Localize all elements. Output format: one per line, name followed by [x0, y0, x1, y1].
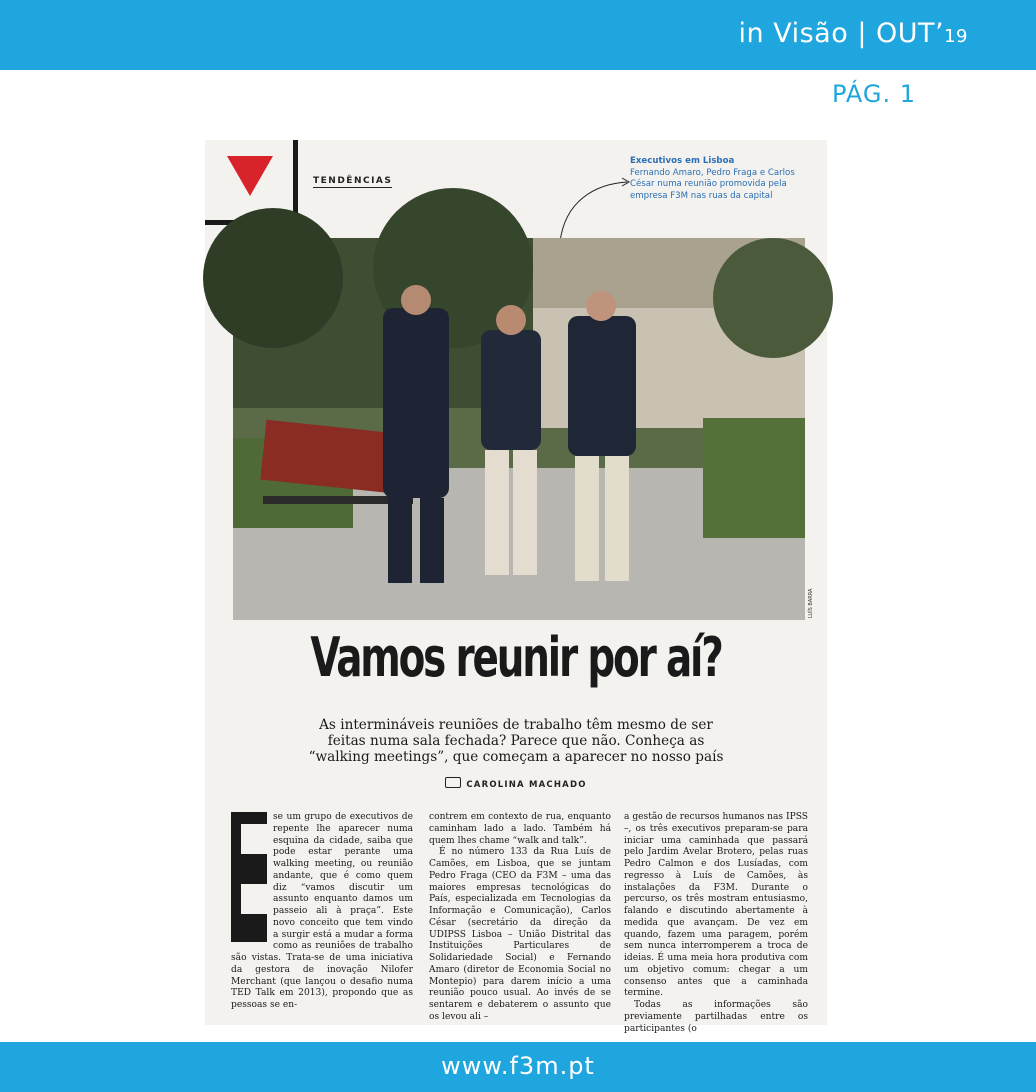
header-bar — [0, 0, 1036, 70]
caption-body: Fernando Amaro, Pedro Fraga e Carlos César numa reunião promovida pela empresa F3M nas ruas da capital — [630, 167, 795, 201]
publication-title — [739, 18, 968, 49]
col3-paragraph-1: a gestão de recursos humanos nas IPSS –, os três executivos preparam-se para iniciar uma caminhada que passará pelo Jardim Avelar Brotero, pelas ruas Pedro Calmon e dos Lusíadas, com regresso à Luís de Camões, às instalações da F3M. Durante o percurso, os três mostram entusiasmo, falando e discutindo abertamente à medida que avançam. De vez em quando, fazem uma paragem, porém sem nunca interromperem a troca de ideias. É uma meia hora produtiva com um objetivo comum: chegar a um consenso antes que a caminhada termine. — [624, 812, 808, 999]
lede: As intermináveis reuniões de trabalho têm mesmo de ser feitas numa sala fechada? Parece que não. Conheça as “walking meetings”, que começam a aparecer no nosso país — [308, 717, 724, 765]
footer-bar — [0, 1042, 1036, 1092]
author-name: CAROLINA MACHADO — [466, 780, 587, 790]
photo-credit: LUÍS BARRA — [808, 588, 814, 618]
body-column-3 — [624, 812, 808, 1035]
col3-paragraph-2: Todas as informações são previamente partilhadas entre os participantes (o — [624, 1000, 808, 1034]
red-triangle-icon — [227, 156, 273, 196]
footer-url[interactable]: www.f3m.pt — [441, 1052, 595, 1080]
drop-cap — [231, 812, 267, 942]
section-label: TENDÊNCIAS — [313, 176, 393, 186]
page-number: PÁG. 1 — [831, 80, 916, 108]
byline — [205, 777, 827, 790]
publication-year: 19 — [944, 26, 968, 47]
col2-paragraph-1: contrem em contexto de rua, enquanto caminham lado a lado. Também há quem lhes chame “walk and talk”. — [429, 812, 611, 846]
col2-paragraph-2: É no número 133 da Rua Luís de Camões, em Lisboa, que se juntam Pedro Fraga (CEO da F3M – uma das maiores empresas tecnológicas do País, especializada em Tecnologias da Informação e Comunicação), Carlos César (secretário da direção da UDIPSS Lisboa – União Distrital das Instituições Particulares de Solidariedade Social) e Fernando Amaro (diretor de Economia Social no Montepio) para darem início a uma reunião pouco usual. Ao invés de se sentarem e debaterem o assunto que os levou ali – — [429, 847, 611, 1022]
pen-icon — [445, 777, 461, 788]
photo-caption — [630, 156, 800, 202]
headline: Vamos reunir por aí? — [310, 626, 722, 689]
col1-paragraph: se um grupo de executivos de repente lhe aparecer numa esquina da cidade, saiba que pode estar perante uma walking meeting, ou reunião andante, que é como quem diz “vamos discutir um assunto enquanto damos um passeio ali à praça”. Este novo conceito que tem vindo a surgir está a mudar a forma como as reuniões de trabalho são vistas. Trata-se de uma iniciativa da gestora de inovação Nilofer Merchant (que lançou o desafio numa TED Talk em 2013), propondo que as pessoas se en- — [231, 812, 413, 1010]
body-column-1 — [231, 812, 413, 1012]
caption-title: Executivos em Lisboa — [630, 156, 735, 166]
caption-arrow-icon — [545, 176, 635, 246]
publication-name: in Visão | OUT’ — [738, 18, 945, 49]
body-column-2 — [429, 812, 611, 1024]
article-photo — [233, 238, 805, 620]
article-scan — [205, 140, 827, 1034]
